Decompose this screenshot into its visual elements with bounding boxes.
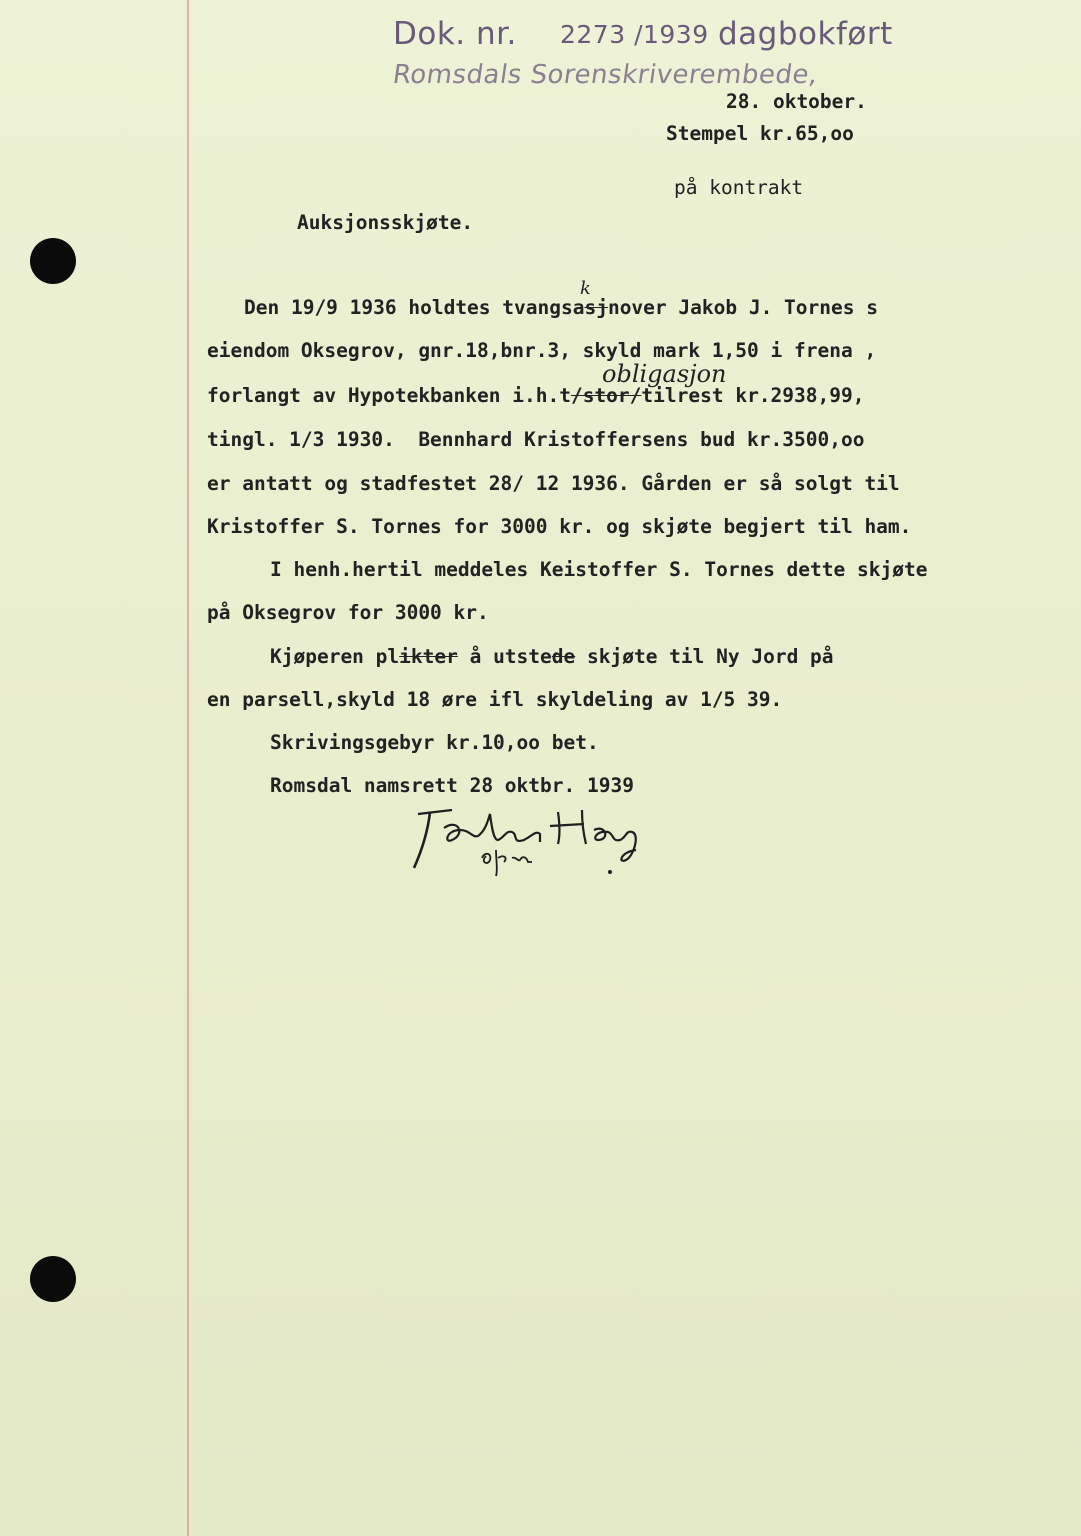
stamp-office: Romsdals Sorenskriverembede, [390,60,820,90]
body-line-6: Kristoffer S. Tornes for 3000 kr. og skjøte begjert til ham. [207,515,912,538]
handwritten-insert-obligasjon: obligasjon [602,360,727,388]
body-line-7: I henh.hertil meddeles Keistoffer S. Tornes dette skjøte [270,558,928,581]
body-line-11: Skrivingsgebyr kr.10,oo bet. [270,731,599,754]
body-line-5: er antatt og stadfestet 28/ 12 1936. Gården er så solgt til [207,472,900,495]
header-note: på kontrakt [674,176,804,199]
header-stamp-fee: Stempel kr.65,oo [666,122,854,145]
document-title: Auksjonsskjøte. [297,211,474,234]
header-date: 28. oktober. [726,90,867,113]
stamp-dok-label: Dok. nr. [393,16,517,52]
body-line-9-e: skjøte til Ny Jord på [575,645,834,668]
body-line-3 [207,384,864,407]
body-line-1 [244,296,878,319]
body-line-10: en parsell,skyld 18 øre ifl skyldeling av 1/5 39. [207,688,783,711]
body-line-9-a: Kjøperen pl [270,645,400,668]
body-line-9-d: de [551,645,576,668]
body-line-8: på Oksegrov for 3000 kr. [207,601,489,624]
body-line-1-c: nover Jakob J. Tornes s [607,296,878,319]
body-line-3-b: tilrest kr.2938,99, [641,384,865,407]
handwritten-insert-k: k [580,278,591,299]
signature [400,800,660,880]
body-line-3-a: forlangt av Hypotekbanken i.h.t [207,384,571,407]
body-line-9-c: å utste [457,645,552,668]
punch-hole-bottom [30,1256,76,1302]
body-line-2: eiendom Oksegrov, gnr.18,bnr.3, skyld mark 1,50 i frena , [207,339,877,362]
body-line-4: tingl. 1/3 1930. Bennhard Kristoffersens bud kr.3500,oo [207,428,865,451]
margin-line [187,0,189,1536]
body-line-12: Romsdal namsrett 28 oktbr. 1939 [270,774,634,797]
body-line-3-strike: /stor/ [570,384,642,407]
punch-hole-top [30,238,76,284]
body-line-9 [270,645,834,668]
stamp-dok-number: 2273 /1939 [560,20,709,49]
body-line-9-b: ikter [399,645,458,668]
body-line-1-b: sj [584,296,608,319]
body-line-1-a: Den 19/9 1936 holdtes tvangsa [244,296,585,319]
stamp-dagbokfort: dagbokført [718,16,893,52]
